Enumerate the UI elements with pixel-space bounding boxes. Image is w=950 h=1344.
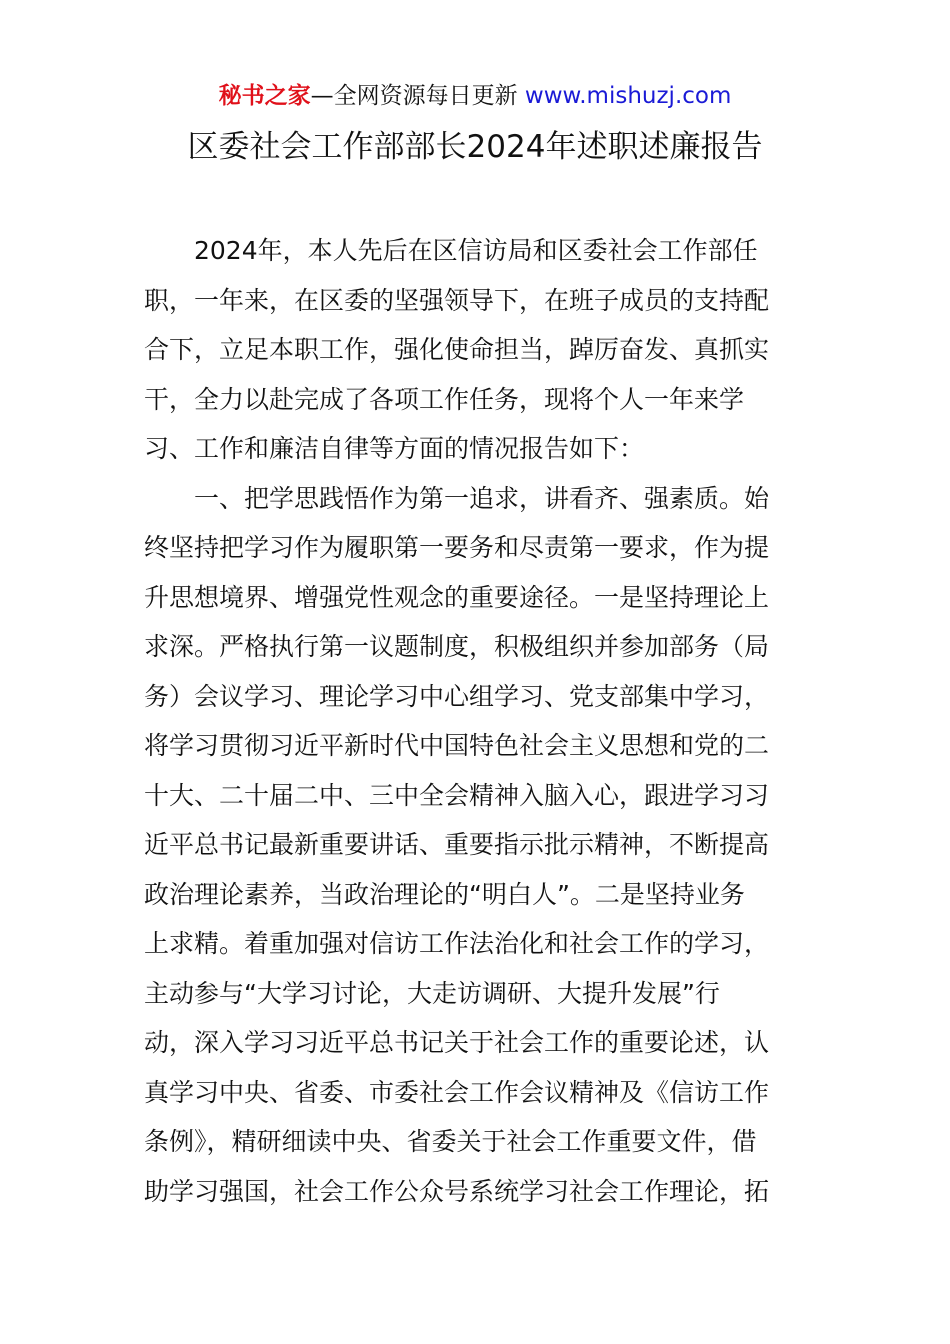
site-brand: 秘书之家 bbox=[218, 83, 311, 109]
body-line: 习、工作和廉洁自律等方面的情况报告如下： bbox=[144, 434, 645, 463]
body-line: 政治理论素养，当政治理论的“明白人”。二是坚持业务 bbox=[144, 879, 745, 909]
body-line: 务）会议学习、理论学习中心组学习、党支部集中学习， bbox=[144, 681, 770, 711]
body-line: 合下，立足本职工作，强化使命担当，踔厉奋发、真抓实 bbox=[144, 335, 770, 364]
body-line: 求深。严格执行第一议题制度，积极组织并参加部务（局 bbox=[144, 632, 770, 661]
document-title: 区委社会工作部部长2024年述职述廉报告 bbox=[187, 129, 763, 165]
body-line: 真学习中央、省委、市委社会工作会议精神及《信访工作 bbox=[144, 1077, 770, 1107]
site-header bbox=[0, 80, 950, 112]
body-line: 一、把学思践悟作为第一追求，讲看齐、强素质。始 bbox=[194, 483, 770, 513]
document-body bbox=[144, 226, 806, 1216]
body-line: 近平总书记最新重要讲话、重要指示批示精神，不断提高 bbox=[144, 830, 770, 859]
body-line: 助学习强国，社会工作公众号系统学习社会工作理论，拓 bbox=[144, 1176, 770, 1206]
body-line: 条例》，精研细读中央、省委关于社会工作重要文件，借 bbox=[144, 1127, 757, 1156]
site-url[interactable]: www.mishuzj.com bbox=[524, 83, 732, 109]
site-slogan: —全网资源每日更新 bbox=[310, 83, 525, 109]
body-line: 十大、二十届二中、三中全会精神入脑入心，跟进学习习 bbox=[144, 780, 770, 810]
body-line: 2024年，本人先后在区信访局和区委社会工作部任 bbox=[194, 236, 758, 265]
body-line: 主动参与“大学习讨论，大走访调研、大提升发展”行 bbox=[144, 978, 720, 1008]
body-line: 升思想境界、增强党性观念的重要途径。一是坚持理论上 bbox=[144, 582, 770, 612]
body-line: 职，一年来，在区委的坚强领导下，在班子成员的支持配 bbox=[144, 285, 770, 315]
body-line: 动，深入学习习近平总书记关于社会工作的重要论述，认 bbox=[144, 1028, 770, 1057]
body-line: 上求精。着重加强对信访工作法治化和社会工作的学习， bbox=[144, 929, 770, 958]
body-line: 干，全力以赴完成了各项工作任务，现将个人一年来学 bbox=[144, 384, 745, 414]
body-line: 将学习贯彻习近平新时代中国特色社会主义思想和党的二 bbox=[144, 731, 770, 760]
body-line: 终坚持把学习作为履职第一要务和尽责第一要求，作为提 bbox=[144, 533, 770, 562]
